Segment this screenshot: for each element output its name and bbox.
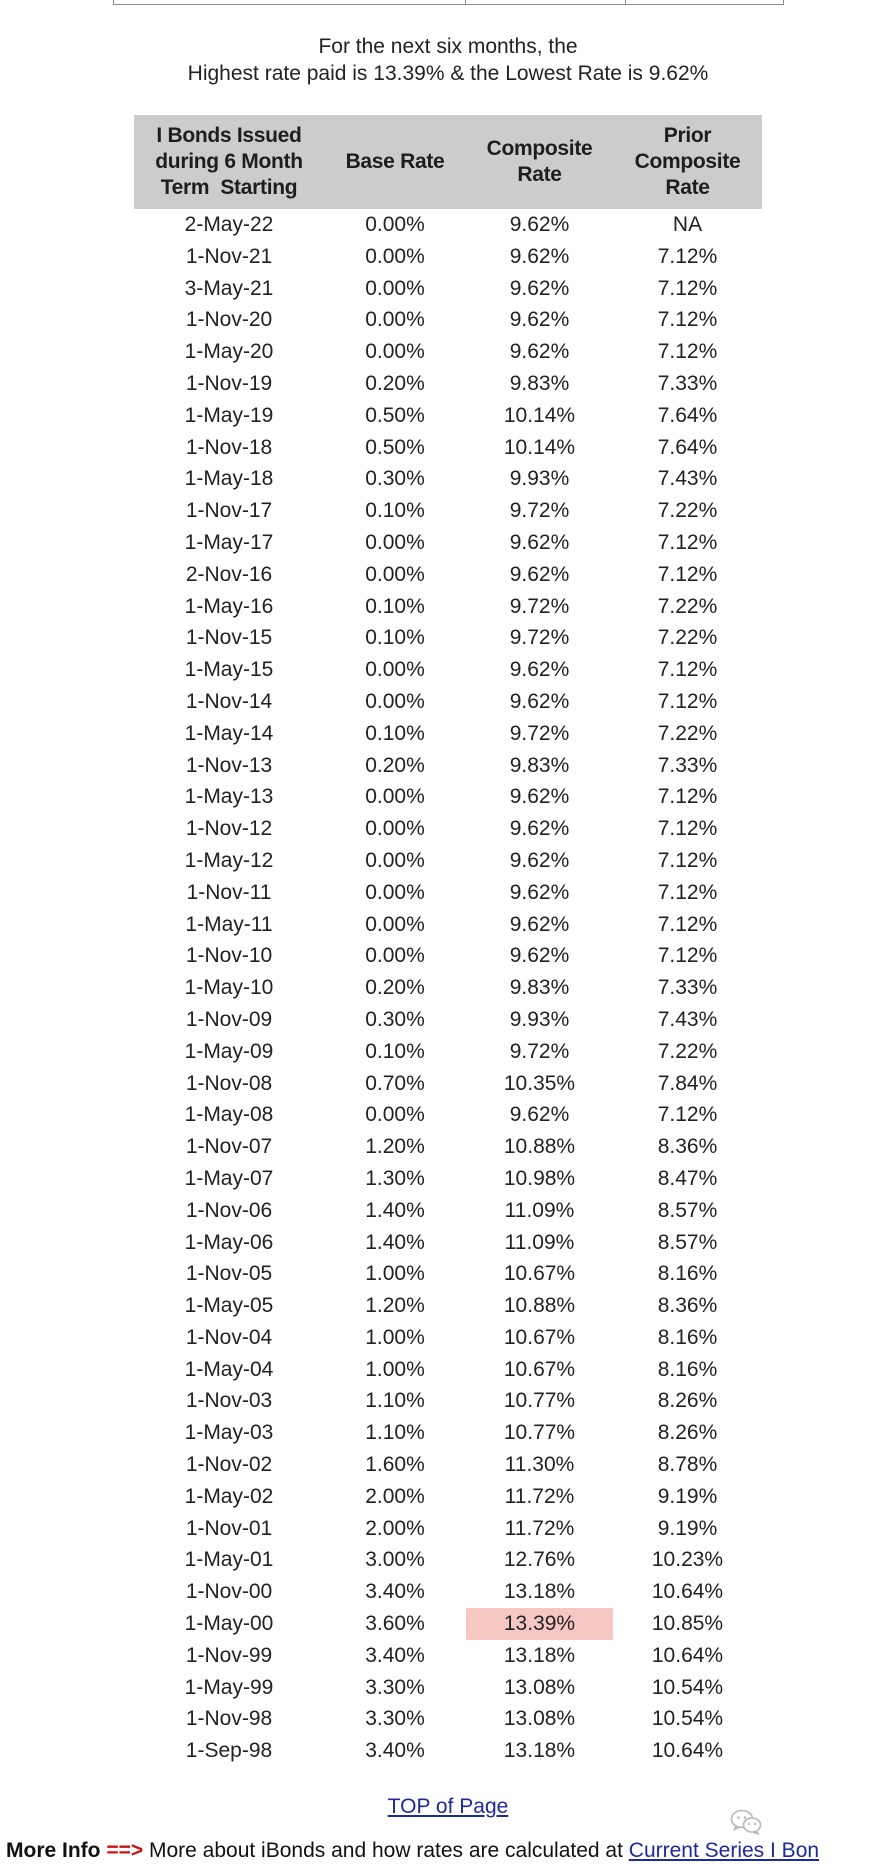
cell-issue-date: 1-May-02 (184, 1484, 274, 1508)
cell-base-rate: 0.00% (365, 944, 425, 968)
table-row (134, 368, 762, 400)
arrow-icon: ==> (106, 1839, 144, 1862)
table-row (134, 1227, 762, 1259)
cell-composite-rate: 9.72% (509, 594, 570, 618)
cell-prior-composite-rate: 7.22% (657, 626, 718, 650)
cell-base-rate: 2.00% (365, 1484, 425, 1508)
cell-prior-composite-rate: 8.47% (657, 1166, 718, 1190)
cell-composite-rate: 9.62% (509, 244, 570, 268)
cell-composite-rate: 11.72% (504, 1484, 575, 1508)
cell-issue-date: 1-Nov-98 (185, 1707, 273, 1731)
cell-base-rate: 1.20% (365, 1294, 425, 1318)
header-issue-date: I Bonds Issued during 6 Month Term Starting (155, 124, 303, 199)
cell-base-rate: 3.30% (365, 1675, 425, 1699)
cell-composite-rate: 9.72% (509, 626, 570, 650)
cell-composite-rate: 13.18% (503, 1643, 576, 1667)
table-row (134, 1449, 762, 1481)
cell-prior-composite-rate: 10.54% (651, 1675, 724, 1699)
table-row (134, 432, 762, 464)
cell-base-rate: 3.60% (365, 1612, 425, 1636)
cell-base-rate: 0.20% (365, 753, 425, 777)
cell-prior-composite-rate: 10.64% (651, 1643, 724, 1667)
cell-issue-date: 2-Nov-16 (185, 562, 273, 586)
table-row (134, 1608, 762, 1640)
table-row (134, 241, 762, 273)
cell-issue-date: 1-May-20 (184, 340, 274, 364)
cell-issue-date: 1-Nov-00 (185, 1580, 273, 1604)
cell-base-rate: 0.30% (365, 467, 425, 491)
cell-composite-rate: 9.72% (509, 499, 570, 523)
cell-issue-date: 1-May-99 (184, 1675, 274, 1699)
cell-prior-composite-rate: 7.12% (657, 785, 718, 809)
cell-issue-date: 1-Nov-99 (185, 1643, 273, 1667)
cell-issue-date: 1-May-04 (184, 1357, 274, 1381)
cell-base-rate: 1.00% (365, 1325, 425, 1349)
cell-issue-date: 1-May-05 (184, 1294, 274, 1318)
cell-issue-date: 1-Nov-18 (185, 435, 273, 459)
cell-prior-composite-rate: 7.33% (657, 976, 718, 1000)
cell-issue-date: 1-May-13 (184, 785, 274, 809)
cell-base-rate: 0.70% (365, 1071, 425, 1095)
cell-issue-date: 1-May-09 (184, 1039, 274, 1063)
cell-prior-composite-rate: 7.22% (657, 1039, 718, 1063)
cell-base-rate: 0.00% (365, 1103, 425, 1127)
cell-prior-composite-rate: 7.43% (657, 1007, 718, 1031)
cell-prior-composite-rate: 7.12% (657, 276, 718, 300)
cell-base-rate: 1.40% (365, 1230, 425, 1254)
cell-composite-rate: 11.30% (504, 1453, 575, 1477)
cell-base-rate: 0.00% (365, 530, 425, 554)
cell-base-rate: 0.00% (365, 785, 425, 809)
table-header (134, 115, 762, 209)
table-body (134, 209, 762, 1767)
cell-composite-rate: 11.09% (504, 1198, 575, 1222)
cell-base-rate: 0.00% (365, 244, 425, 268)
table-row (134, 559, 762, 591)
table-row (134, 718, 762, 750)
header-composite-rate: Composite Rate (486, 137, 593, 186)
cell-issue-date: 1-Nov-06 (185, 1198, 273, 1222)
cell-base-rate: 3.30% (365, 1707, 425, 1731)
cell-issue-date: 1-May-14 (184, 721, 274, 745)
cell-prior-composite-rate: 10.64% (651, 1580, 724, 1604)
cell-base-rate: 0.00% (365, 880, 425, 904)
cell-issue-date: 1-May-10 (184, 976, 274, 1000)
cell-base-rate: 1.40% (365, 1198, 425, 1222)
table-row (134, 1417, 762, 1449)
cell-prior-composite-rate: 8.26% (657, 1421, 718, 1445)
table-row (134, 877, 762, 909)
cell-composite-rate: 9.62% (509, 213, 570, 236)
cell-base-rate: 0.00% (365, 340, 425, 364)
table-row (134, 1068, 762, 1100)
cell-issue-date: 1-Nov-01 (185, 1516, 273, 1540)
cell-prior-composite-rate: 10.54% (651, 1707, 724, 1731)
cell-prior-composite-rate: 8.16% (657, 1357, 718, 1381)
cell-prior-composite-rate: 7.12% (657, 848, 718, 872)
table-row (134, 1354, 762, 1386)
cell-issue-date: 2-May-22 (184, 213, 274, 236)
table-row (134, 781, 762, 813)
cell-issue-date: 1-May-11 (185, 912, 273, 936)
table-row (134, 1131, 762, 1163)
cell-prior-composite-rate: 7.12% (657, 817, 718, 841)
cell-issue-date: 1-Nov-04 (185, 1325, 273, 1349)
table-row (134, 209, 762, 241)
cell-issue-date: 1-Nov-19 (185, 371, 273, 395)
cell-issue-date: 1-Nov-09 (185, 1007, 273, 1031)
cell-base-rate: 1.30% (365, 1166, 425, 1190)
cell-composite-rate: 9.72% (509, 1039, 570, 1063)
more-info-label: More Info (6, 1839, 101, 1862)
cell-issue-date: 3-May-21 (184, 276, 274, 300)
cell-composite-rate: 13.08% (503, 1707, 576, 1731)
cell-composite-rate: 10.35% (503, 1071, 576, 1095)
top-link-container (134, 1794, 762, 1820)
more-info-text: More about iBonds and how rates are calculated at (148, 1839, 623, 1862)
cell-composite-rate: 12.76% (503, 1548, 576, 1572)
cell-composite-rate: 9.62% (509, 944, 570, 968)
cell-issue-date: 1-May-03 (184, 1421, 274, 1445)
cell-issue-date: 1-May-19 (184, 403, 274, 427)
cell-composite-rate: 9.93% (509, 1007, 570, 1031)
cell-composite-rate: 10.88% (503, 1294, 576, 1318)
cell-base-rate: 3.40% (365, 1643, 425, 1667)
table-row (134, 1099, 762, 1131)
cell-composite-rate: 9.83% (509, 976, 570, 1000)
cell-composite-rate: 10.88% (503, 1135, 576, 1159)
cell-prior-composite-rate: 7.22% (657, 499, 718, 523)
table-row (134, 1640, 762, 1672)
table-row (134, 1004, 762, 1036)
cell-issue-date: 1-May-08 (184, 1103, 274, 1127)
table-row (134, 495, 762, 527)
table-row (134, 304, 762, 336)
cell-prior-composite-rate: 8.16% (657, 1262, 718, 1286)
cell-composite-rate: 11.09% (504, 1230, 575, 1254)
cell-prior-composite-rate: 7.12% (657, 944, 718, 968)
rate-summary-line-2: Highest rate paid is 13.39% & the Lowest Rate is 9.62% (187, 62, 709, 85)
more-info-line (6, 1838, 884, 1864)
cell-issue-date: 1-May-07 (184, 1166, 274, 1190)
cell-prior-composite-rate: 7.12% (657, 880, 718, 904)
cell-composite-rate: 13.18% (503, 1580, 576, 1604)
table-column-divider (465, 0, 466, 4)
cell-base-rate: 0.10% (365, 626, 425, 650)
cell-prior-composite-rate: 8.16% (657, 1325, 718, 1349)
table-row (134, 336, 762, 368)
table-row (134, 1258, 762, 1290)
cell-composite-rate: 10.67% (503, 1357, 576, 1381)
previous-table-fragment (113, 0, 784, 5)
cell-prior-composite-rate: 7.84% (657, 1071, 718, 1095)
cell-base-rate: 0.00% (365, 308, 425, 332)
cell-composite-rate: 9.83% (509, 371, 570, 395)
cell-prior-composite-rate: 8.57% (657, 1230, 718, 1254)
cell-composite-rate: 10.14% (503, 435, 576, 459)
cell-issue-date: 1-Nov-15 (185, 626, 273, 650)
table-row (134, 909, 762, 941)
wechat-icon (730, 1809, 762, 1835)
table-column-divider (625, 0, 626, 4)
cell-base-rate: 0.10% (365, 499, 425, 523)
table-row (134, 972, 762, 1004)
cell-composite-rate: 10.77% (503, 1389, 576, 1413)
cell-issue-date: 1-Nov-02 (185, 1453, 273, 1477)
table-row (134, 1672, 762, 1704)
cell-issue-date: 1-Nov-13 (185, 753, 273, 777)
table-row (134, 1163, 762, 1195)
table-row (134, 1036, 762, 1068)
cell-composite-rate: 9.62% (509, 785, 570, 809)
cell-composite-rate: 9.62% (509, 562, 570, 586)
cell-issue-date: 1-May-00 (184, 1612, 274, 1636)
table-row (134, 400, 762, 432)
cell-base-rate: 1.00% (365, 1262, 425, 1286)
cell-base-rate: 2.00% (365, 1516, 425, 1540)
cell-issue-date: 1-May-12 (184, 848, 274, 872)
cell-prior-composite-rate: 7.22% (657, 721, 718, 745)
cell-base-rate: 0.00% (365, 213, 425, 236)
cell-composite-rate: 13.18% (503, 1739, 576, 1763)
cell-composite-rate: 9.83% (509, 753, 570, 777)
cell-issue-date: 1-Nov-21 (185, 244, 273, 268)
cell-issue-date: 1-Sep-98 (185, 1739, 273, 1763)
cell-prior-composite-rate: 8.36% (657, 1135, 718, 1159)
cell-composite-rate: 9.62% (509, 340, 570, 364)
cell-base-rate: 0.10% (365, 594, 425, 618)
cell-base-rate: 1.10% (365, 1421, 425, 1445)
table-row (134, 1513, 762, 1545)
table-row (134, 940, 762, 972)
cell-composite-rate: 9.62% (509, 912, 570, 936)
cell-prior-composite-rate: 9.19% (657, 1484, 718, 1508)
table-row (134, 1385, 762, 1417)
table-row (134, 686, 762, 718)
cell-composite-rate: 9.62% (509, 817, 570, 841)
cell-prior-composite-rate: 10.85% (651, 1612, 724, 1636)
cell-prior-composite-rate: 8.78% (657, 1453, 718, 1477)
cell-composite-rate: 9.62% (509, 689, 570, 713)
cell-composite-rate-highlighted: 13.39% (466, 1608, 613, 1640)
table-row (134, 845, 762, 877)
cell-composite-rate: 13.08% (503, 1675, 576, 1699)
cell-base-rate: 0.10% (365, 1039, 425, 1063)
cell-base-rate: 3.40% (365, 1739, 425, 1763)
cell-issue-date: 1-May-06 (184, 1230, 274, 1254)
cell-base-rate: 0.50% (365, 403, 425, 427)
rate-summary-line-1: For the next six months, the (318, 35, 578, 58)
cell-base-rate: 3.40% (365, 1580, 425, 1604)
table-row (134, 1576, 762, 1608)
cell-composite-rate: 10.14% (503, 403, 576, 427)
table-row (134, 591, 762, 623)
table-row (134, 273, 762, 305)
table-row (134, 750, 762, 782)
cell-prior-composite-rate: 10.23% (651, 1548, 724, 1572)
cell-composite-rate: 10.77% (503, 1421, 576, 1445)
cell-issue-date: 1-Nov-11 (186, 880, 272, 904)
cell-base-rate: 0.20% (365, 976, 425, 1000)
cell-issue-date: 1-Nov-17 (185, 499, 273, 523)
cell-issue-date: 1-Nov-20 (185, 308, 273, 332)
cell-issue-date: 1-Nov-10 (185, 944, 273, 968)
cell-base-rate: 0.10% (365, 721, 425, 745)
cell-base-rate: 0.30% (365, 1007, 425, 1031)
cell-prior-composite-rate: NA (672, 213, 703, 236)
cell-prior-composite-rate: 9.19% (657, 1516, 718, 1540)
cell-prior-composite-rate: 7.22% (657, 594, 718, 618)
cell-prior-composite-rate: 7.12% (657, 912, 718, 936)
table-row (134, 463, 762, 495)
cell-composite-rate: 9.93% (509, 467, 570, 491)
table-row (134, 1195, 762, 1227)
cell-base-rate: 0.00% (365, 562, 425, 586)
cell-base-rate: 0.00% (365, 817, 425, 841)
cell-base-rate: 0.20% (365, 371, 425, 395)
top-of-page-link[interactable]: TOP of Page (387, 1795, 509, 1818)
cell-composite-rate: 9.62% (509, 530, 570, 554)
cell-composite-rate: 9.62% (509, 880, 570, 904)
cell-prior-composite-rate: 7.12% (657, 1103, 718, 1127)
cell-base-rate: 0.00% (365, 848, 425, 872)
cell-issue-date: 1-Nov-07 (185, 1135, 273, 1159)
cell-issue-date: 1-May-15 (184, 658, 274, 682)
cell-prior-composite-rate: 7.12% (657, 340, 718, 364)
table-row (134, 1290, 762, 1322)
cell-issue-date: 1-Nov-03 (185, 1389, 273, 1413)
cell-composite-rate: 10.98% (503, 1166, 576, 1190)
cell-issue-date: 1-Nov-05 (185, 1262, 273, 1286)
header-prior-composite-rate: Prior Composite Rate (634, 124, 741, 199)
table-row (134, 527, 762, 559)
cell-composite-rate: 10.67% (503, 1262, 576, 1286)
cell-base-rate: 1.00% (365, 1357, 425, 1381)
cell-composite-rate: 9.72% (509, 721, 570, 745)
cell-base-rate: 0.00% (365, 276, 425, 300)
cell-composite-rate: 9.62% (509, 1103, 570, 1127)
cell-base-rate: 0.50% (365, 435, 425, 459)
cell-prior-composite-rate: 7.12% (657, 530, 718, 554)
cell-issue-date: 1-May-18 (184, 467, 274, 491)
cell-prior-composite-rate: 7.12% (657, 658, 718, 682)
cell-issue-date: 1-Nov-08 (185, 1071, 273, 1095)
cell-prior-composite-rate: 10.64% (651, 1739, 724, 1763)
cell-composite-rate: 10.67% (503, 1325, 576, 1349)
cell-composite-rate: 9.62% (509, 276, 570, 300)
cell-issue-date: 1-May-17 (184, 530, 274, 554)
table-row (134, 1544, 762, 1576)
cell-prior-composite-rate: 7.64% (657, 403, 718, 427)
cell-base-rate: 0.00% (365, 658, 425, 682)
cell-issue-date: 1-May-01 (184, 1548, 274, 1572)
cell-prior-composite-rate: 7.43% (657, 467, 718, 491)
cell-composite-rate: 11.72% (504, 1516, 575, 1540)
cell-prior-composite-rate: 8.57% (657, 1198, 718, 1222)
current-series-i-bond-link[interactable]: Current Series I Bon (628, 1839, 820, 1862)
cell-base-rate: 0.00% (365, 912, 425, 936)
cell-prior-composite-rate: 7.33% (657, 371, 718, 395)
cell-issue-date: 1-Nov-12 (185, 817, 273, 841)
cell-prior-composite-rate: 7.12% (657, 562, 718, 586)
cell-prior-composite-rate: 7.12% (657, 689, 718, 713)
cell-base-rate: 1.10% (365, 1389, 425, 1413)
table-row (134, 1735, 762, 1767)
cell-prior-composite-rate: 7.64% (657, 435, 718, 459)
cell-base-rate: 1.60% (365, 1453, 425, 1477)
table-row (134, 1703, 762, 1735)
cell-prior-composite-rate: 8.36% (657, 1294, 718, 1318)
table-row (134, 654, 762, 686)
cell-base-rate: 0.00% (365, 689, 425, 713)
table-row (134, 622, 762, 654)
cell-prior-composite-rate: 7.12% (657, 244, 718, 268)
cell-base-rate: 3.00% (365, 1548, 425, 1572)
table-row (134, 1322, 762, 1354)
cell-issue-date: 1-Nov-14 (185, 689, 273, 713)
table-row (134, 813, 762, 845)
cell-issue-date: 1-May-16 (184, 594, 274, 618)
table-row (134, 1481, 762, 1513)
i-bond-rates-table (134, 115, 762, 1767)
cell-composite-rate: 9.62% (509, 848, 570, 872)
header-base-rate: Base Rate (345, 150, 445, 173)
cell-composite-rate: 9.62% (509, 308, 570, 332)
cell-base-rate: 1.20% (365, 1135, 425, 1159)
cell-prior-composite-rate: 7.33% (657, 753, 718, 777)
cell-prior-composite-rate: 8.26% (657, 1389, 718, 1413)
cell-composite-rate: 9.62% (509, 658, 570, 682)
cell-prior-composite-rate: 7.12% (657, 308, 718, 332)
rate-summary (134, 33, 762, 87)
